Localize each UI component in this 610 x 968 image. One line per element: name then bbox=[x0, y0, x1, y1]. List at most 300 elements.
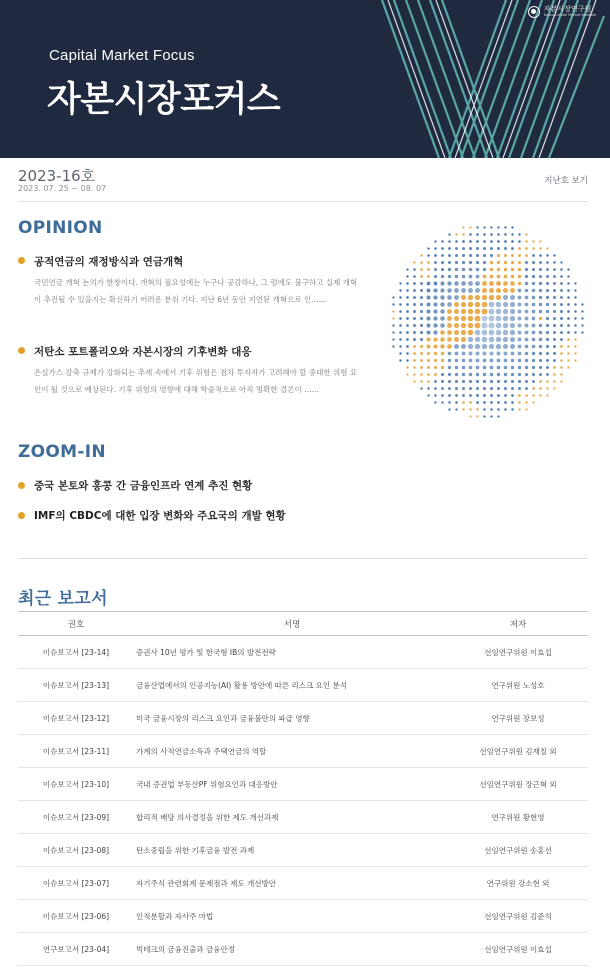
article-summary: 온실가스 감축 규제가 강화되는 추세 속에서 기후 위험은 점차 투자자가 고려해야 할 중대한 위험 요인이 될 것으로 예상된다. 기후 위험의 영향에 대해 학술적으로 아직 명확한 결론이 …… bbox=[34, 368, 358, 394]
globe-dot bbox=[510, 337, 515, 342]
globe-dot bbox=[489, 302, 495, 308]
globe-dot bbox=[448, 268, 451, 271]
globe-dot bbox=[574, 359, 576, 361]
globe-dot bbox=[455, 408, 457, 410]
globe-dot bbox=[532, 247, 535, 250]
zoomin-section-title: ZOOM-IN bbox=[18, 442, 106, 462]
globe-dot bbox=[447, 281, 451, 285]
globe-dot bbox=[567, 303, 570, 306]
globe-dot bbox=[468, 323, 474, 329]
globe-dot bbox=[574, 282, 576, 284]
globe-dot bbox=[413, 366, 416, 369]
globe-dot bbox=[532, 401, 534, 403]
globe-dot bbox=[518, 401, 521, 404]
report-title-link[interactable]: 가계의 사적연금소득과 주택연금의 역할 bbox=[134, 735, 448, 768]
globe-dot bbox=[553, 324, 556, 327]
globe-dot bbox=[510, 330, 515, 335]
globe-dot bbox=[392, 317, 394, 319]
globe-dot bbox=[462, 408, 464, 410]
globe-dot bbox=[539, 387, 542, 390]
report-title-link[interactable]: 빅테크의 금융진출과 금융안정 bbox=[134, 933, 448, 966]
globe-dot bbox=[420, 331, 423, 334]
globe-dot bbox=[574, 324, 576, 326]
globe-dot bbox=[434, 373, 437, 376]
globe-dot bbox=[525, 408, 527, 410]
globe-dot bbox=[427, 268, 430, 271]
globe-dot bbox=[454, 281, 459, 286]
globe-dot bbox=[399, 331, 402, 334]
globe-dot bbox=[517, 323, 521, 327]
globe-dot bbox=[483, 401, 486, 404]
globe-dot bbox=[511, 387, 514, 390]
report-title-link[interactable]: 인적분할과 자사주 마법 bbox=[134, 900, 448, 933]
globe-dot bbox=[461, 281, 466, 286]
globe-dot bbox=[406, 352, 409, 355]
globe-dot bbox=[483, 268, 487, 272]
report-title-link[interactable]: 탄소중립을 위한 기후금융 발전 과제 bbox=[134, 834, 448, 867]
globe-dot bbox=[441, 247, 444, 250]
globe-dot bbox=[539, 268, 542, 271]
globe-dot bbox=[413, 296, 416, 299]
globe-dot bbox=[476, 394, 479, 397]
zoomin-item-1[interactable] bbox=[18, 478, 252, 493]
globe-dot bbox=[560, 310, 563, 313]
globe-dot bbox=[532, 324, 536, 328]
column-header-title: 서명 bbox=[134, 612, 448, 636]
globe-dot bbox=[420, 387, 422, 389]
globe-dot bbox=[420, 373, 423, 376]
issue-number: 2023-16호 bbox=[18, 167, 96, 185]
report-number: 이슈보고서 [23-09] bbox=[18, 801, 134, 834]
globe-dot bbox=[525, 317, 529, 321]
globe-dot bbox=[539, 394, 541, 396]
report-author: 선임연구위원 김준석 bbox=[448, 900, 588, 933]
globe-dot bbox=[420, 282, 423, 285]
globe-dot bbox=[454, 302, 459, 307]
globe-dot bbox=[496, 351, 500, 355]
globe-dot bbox=[532, 240, 534, 242]
globe-dot bbox=[532, 387, 535, 390]
globe-dot bbox=[475, 330, 481, 336]
globe-dot bbox=[525, 233, 527, 235]
globe-dot bbox=[546, 380, 549, 383]
globe-dot bbox=[504, 268, 507, 271]
globe-dot bbox=[511, 233, 513, 235]
globe-dot bbox=[490, 380, 493, 383]
article-title[interactable]: 저탄소 포트폴리오와 자본시장의 기후변화 대응 bbox=[34, 346, 252, 358]
globe-dot bbox=[441, 254, 444, 257]
globe-dot bbox=[462, 394, 465, 397]
globe-dot bbox=[476, 233, 479, 236]
globe-dot bbox=[440, 295, 444, 299]
globe-dot bbox=[483, 380, 486, 383]
globe-dot bbox=[441, 387, 444, 390]
globe-dot bbox=[518, 408, 520, 410]
globe-dot bbox=[426, 302, 430, 306]
globe-dot bbox=[406, 373, 408, 375]
globe-dot bbox=[518, 387, 521, 390]
globe-dot bbox=[483, 233, 486, 236]
globe-dot bbox=[462, 380, 465, 383]
report-number: 이슈보고서 [23-07] bbox=[18, 867, 134, 900]
table-row[interactable] bbox=[18, 735, 588, 768]
table-row[interactable] bbox=[18, 834, 588, 867]
globe-dot bbox=[488, 315, 494, 321]
table-header-row bbox=[18, 612, 588, 636]
globe-dot bbox=[433, 344, 437, 348]
globe-dot bbox=[469, 366, 473, 370]
globe-dot bbox=[560, 366, 563, 369]
globe-dot bbox=[406, 296, 409, 299]
globe-dot bbox=[434, 401, 436, 403]
report-title-link[interactable]: 증권사 10년 평가 및 한국형 IB의 발전전략 bbox=[134, 636, 448, 669]
globe-dot bbox=[476, 261, 479, 264]
globe-dot bbox=[406, 324, 409, 327]
globe-dot bbox=[504, 366, 508, 370]
globe-dot bbox=[490, 401, 493, 404]
globe-dot bbox=[525, 261, 528, 264]
globe-dot bbox=[497, 226, 499, 228]
globe-dot bbox=[482, 302, 488, 308]
table-row[interactable] bbox=[18, 867, 588, 900]
globe-dot bbox=[441, 401, 443, 403]
globe-dot bbox=[441, 373, 444, 376]
globe-dot bbox=[406, 303, 409, 306]
globe-dot bbox=[454, 316, 459, 321]
globe-dot bbox=[518, 359, 522, 363]
globe-dot bbox=[497, 359, 501, 363]
globe-dot bbox=[420, 268, 423, 271]
globe-dot bbox=[546, 296, 549, 299]
globe-dot bbox=[511, 254, 514, 257]
globe-dot bbox=[532, 254, 535, 257]
globe-dot bbox=[539, 345, 542, 348]
globe-dot bbox=[567, 338, 570, 341]
globe-dot bbox=[511, 373, 514, 376]
globe-dot bbox=[406, 331, 409, 334]
globe-dot bbox=[496, 295, 501, 300]
globe-dot bbox=[518, 240, 521, 243]
globe-dot bbox=[399, 352, 401, 354]
globe-dot bbox=[461, 316, 466, 321]
globe-dot bbox=[490, 247, 493, 250]
globe-dot bbox=[461, 302, 466, 307]
globe-dot bbox=[489, 344, 494, 349]
globe-dot bbox=[448, 240, 451, 243]
globe-dot bbox=[532, 303, 536, 307]
globe-dot bbox=[525, 338, 529, 342]
globe-dot bbox=[553, 331, 556, 334]
globe-dot bbox=[427, 380, 430, 383]
globe-dot bbox=[525, 289, 529, 293]
globe-dot bbox=[496, 337, 501, 342]
globe-dot bbox=[532, 338, 536, 342]
globe-dot bbox=[511, 275, 515, 279]
globe-dot bbox=[413, 324, 416, 327]
globe-dot bbox=[518, 394, 521, 397]
table-row[interactable] bbox=[18, 768, 588, 801]
globe-dot bbox=[518, 282, 522, 286]
globe-dot bbox=[455, 380, 458, 383]
globe-dot bbox=[539, 338, 542, 341]
globe-dot bbox=[539, 310, 542, 313]
globe-dot bbox=[511, 247, 514, 250]
report-title-link[interactable]: 미국 금융시장의 리스크 요인과 금융불안의 파급 영향 bbox=[134, 702, 448, 735]
globe-dot bbox=[461, 288, 466, 293]
globe-dot bbox=[462, 387, 465, 390]
table-row[interactable] bbox=[18, 900, 588, 933]
globe-dot bbox=[440, 323, 445, 328]
globe-dot bbox=[413, 317, 416, 320]
globe-dot bbox=[553, 282, 556, 285]
globe-dot bbox=[490, 387, 493, 390]
globe-dot bbox=[406, 345, 409, 348]
issue-date-range: 2023. 07. 25 ~ 08. 07 bbox=[18, 184, 107, 193]
globe-dot bbox=[427, 366, 430, 369]
globe-dot bbox=[546, 261, 549, 264]
report-title-link[interactable]: 합리적 배당 의사결정을 위한 제도 개선과제 bbox=[134, 801, 448, 834]
globe-dot bbox=[434, 394, 436, 396]
globe-dot bbox=[454, 344, 459, 349]
column-header-author: 저자 bbox=[448, 612, 588, 636]
report-title-link[interactable]: 금융산업에서의 인공지능(AI) 활용 방안에 따른 리스크 요인 분석 bbox=[134, 669, 448, 702]
globe-dot bbox=[503, 281, 508, 286]
table-row[interactable] bbox=[18, 669, 588, 702]
globe-dot bbox=[434, 359, 437, 362]
globe-dot bbox=[496, 302, 502, 308]
globe-dot bbox=[399, 303, 402, 306]
globe-dot bbox=[510, 288, 515, 293]
globe-dot bbox=[475, 323, 481, 329]
opinion-article-1[interactable] bbox=[18, 254, 358, 308]
globe-dot bbox=[461, 295, 466, 300]
globe-dot bbox=[448, 359, 451, 362]
report-title-link[interactable]: 국내 증권업 부동산PF 위험요인과 대응방안 bbox=[134, 768, 448, 801]
globe-dot bbox=[560, 296, 563, 299]
globe-dot bbox=[475, 288, 480, 293]
table-row[interactable] bbox=[18, 636, 588, 669]
globe-dot bbox=[560, 380, 562, 382]
table-row[interactable] bbox=[18, 801, 588, 834]
masthead bbox=[0, 0, 610, 158]
globe-dot bbox=[483, 275, 487, 279]
globe-dot bbox=[525, 352, 529, 356]
globe-dot bbox=[496, 316, 502, 322]
globe-dot bbox=[420, 317, 423, 320]
globe-dot bbox=[455, 254, 458, 257]
globe-dot bbox=[546, 324, 549, 327]
dotted-globe-icon bbox=[388, 222, 586, 420]
globe-dot bbox=[433, 288, 437, 292]
globe-dot bbox=[503, 302, 508, 307]
bullet-dot-icon bbox=[18, 257, 25, 264]
globe-dot bbox=[546, 275, 549, 278]
globe-dot bbox=[546, 366, 549, 369]
globe-dot bbox=[413, 373, 415, 375]
globe-dot bbox=[503, 309, 508, 314]
globe-dot bbox=[539, 373, 542, 376]
globe-dot bbox=[434, 240, 436, 242]
globe-dot bbox=[483, 387, 486, 390]
globe-dot bbox=[489, 351, 493, 355]
globe-dot bbox=[517, 309, 521, 313]
globe-dot bbox=[496, 281, 501, 286]
globe-dot bbox=[420, 310, 423, 313]
globe-dot bbox=[420, 289, 423, 292]
zoomin-item-2[interactable] bbox=[18, 508, 286, 523]
globe-dot bbox=[560, 268, 562, 270]
globe-dot bbox=[406, 310, 409, 313]
globe-dot bbox=[504, 247, 507, 250]
zoomin-item-label[interactable]: 중국 본토와 홍콩 간 금융인프라 연계 추진 현황 bbox=[34, 480, 253, 492]
globe-dot bbox=[504, 373, 507, 376]
globe-dot bbox=[434, 268, 437, 271]
globe-dot bbox=[468, 330, 474, 336]
globe-dot bbox=[413, 261, 415, 263]
globe-dot bbox=[426, 337, 430, 341]
globe-dot bbox=[546, 268, 549, 271]
globe-dot bbox=[455, 373, 458, 376]
globe-dot bbox=[483, 415, 485, 417]
globe-dot bbox=[560, 338, 563, 341]
globe-dot bbox=[574, 352, 576, 354]
globe-dot bbox=[455, 394, 458, 397]
globe-dot bbox=[553, 289, 556, 292]
globe-dot bbox=[504, 240, 507, 243]
section-divider bbox=[18, 558, 588, 559]
globe-dot bbox=[546, 317, 549, 320]
globe-dot bbox=[560, 359, 563, 362]
globe-dot bbox=[518, 289, 522, 293]
globe-dot bbox=[440, 316, 445, 321]
globe-dot bbox=[434, 380, 437, 383]
globe-dot bbox=[567, 275, 569, 277]
kcmi-logo[interactable] bbox=[528, 6, 596, 18]
globe-dot bbox=[546, 387, 548, 389]
globe-dot bbox=[518, 247, 521, 250]
globe-dot bbox=[406, 317, 409, 320]
globe-dot bbox=[511, 261, 514, 264]
globe-dot bbox=[496, 323, 502, 329]
globe-dot bbox=[469, 247, 472, 250]
globe-dot bbox=[454, 323, 459, 328]
globe-dot bbox=[517, 330, 521, 334]
globe-dot bbox=[553, 261, 555, 263]
globe-dot bbox=[481, 322, 487, 328]
globe-dot bbox=[560, 331, 563, 334]
globe-dot bbox=[574, 338, 576, 340]
globe-dot bbox=[469, 275, 473, 279]
globe-dot bbox=[447, 330, 452, 335]
globe-dot bbox=[434, 247, 436, 249]
report-number: 이슈보고서 [23-06] bbox=[18, 900, 134, 933]
globe-dot bbox=[567, 268, 569, 270]
globe-dot bbox=[490, 240, 493, 243]
globe-dot bbox=[518, 233, 520, 235]
globe-dot bbox=[504, 233, 507, 236]
globe-dot bbox=[532, 352, 535, 355]
globe-dot bbox=[574, 296, 576, 298]
globe-dot bbox=[426, 330, 430, 334]
globe-dot bbox=[560, 303, 563, 306]
back-issues-link[interactable]: 지난호 보기 bbox=[544, 176, 588, 186]
globe-dot bbox=[462, 352, 466, 356]
globe-dot bbox=[483, 366, 487, 370]
globe-dot bbox=[476, 247, 479, 250]
globe-dot bbox=[482, 337, 488, 343]
globe-dot bbox=[503, 323, 509, 329]
globe-dot bbox=[448, 352, 452, 356]
globe-dot bbox=[475, 344, 480, 349]
globe-dot bbox=[511, 408, 513, 410]
globe-dot bbox=[504, 352, 508, 356]
globe-dot bbox=[468, 295, 473, 300]
globe-dot bbox=[476, 366, 480, 370]
globe-dot bbox=[461, 337, 466, 342]
globe-dot bbox=[553, 268, 556, 271]
globe-dot bbox=[497, 233, 500, 236]
logo-text-ko: 자본시장연구원 bbox=[543, 5, 592, 14]
globe-dot bbox=[448, 373, 451, 376]
globe-dot bbox=[482, 295, 487, 300]
globe-dot bbox=[525, 268, 528, 271]
globe-dot bbox=[518, 338, 522, 342]
table-row[interactable] bbox=[18, 702, 588, 735]
globe-dot bbox=[469, 415, 471, 417]
globe-dot bbox=[504, 254, 507, 257]
globe-dot bbox=[581, 310, 583, 312]
globe-dot bbox=[497, 366, 501, 370]
globe-dot bbox=[525, 387, 528, 390]
globe-dot bbox=[427, 289, 431, 293]
globe-dot bbox=[532, 282, 535, 285]
globe-dot bbox=[448, 387, 451, 390]
globe-dot bbox=[525, 401, 527, 403]
globe-dot bbox=[475, 337, 480, 342]
globe-dot bbox=[420, 366, 423, 369]
globe-dot bbox=[483, 408, 485, 410]
article-title[interactable]: 공적연금의 재정방식과 연금개혁 bbox=[34, 256, 184, 268]
globe-dot bbox=[413, 380, 415, 382]
globe-dot bbox=[581, 303, 583, 305]
globe-dot bbox=[413, 268, 415, 270]
globe-dot bbox=[455, 401, 458, 404]
globe-dot bbox=[399, 310, 402, 313]
globe-dot bbox=[392, 345, 394, 347]
report-title-link[interactable]: 자기주식 관련회계 문제점과 제도 개선방안 bbox=[134, 867, 448, 900]
globe-dot bbox=[427, 247, 429, 249]
globe-dot bbox=[518, 366, 521, 369]
globe-dot bbox=[581, 331, 583, 333]
globe-dot bbox=[399, 338, 402, 341]
globe-dot bbox=[510, 302, 515, 307]
opinion-article-2[interactable] bbox=[18, 344, 358, 398]
globe-dot bbox=[574, 345, 576, 347]
globe-dot bbox=[525, 345, 529, 349]
globe-dot bbox=[504, 387, 507, 390]
globe-dot bbox=[504, 226, 506, 228]
table-row[interactable] bbox=[18, 933, 588, 966]
globe-dot bbox=[518, 275, 521, 278]
globe-dot bbox=[399, 282, 401, 284]
logo-text-en: Korea Capital Market Institute bbox=[543, 13, 596, 18]
globe-dot bbox=[482, 351, 486, 355]
globe-dot bbox=[462, 268, 465, 271]
globe-dot bbox=[448, 401, 450, 403]
zoomin-item-label[interactable]: IMF의 CBDC에 대한 입장 변화와 주요국의 개발 현황 bbox=[34, 510, 286, 522]
globe-dot bbox=[448, 254, 451, 257]
globe-dot bbox=[469, 268, 472, 271]
